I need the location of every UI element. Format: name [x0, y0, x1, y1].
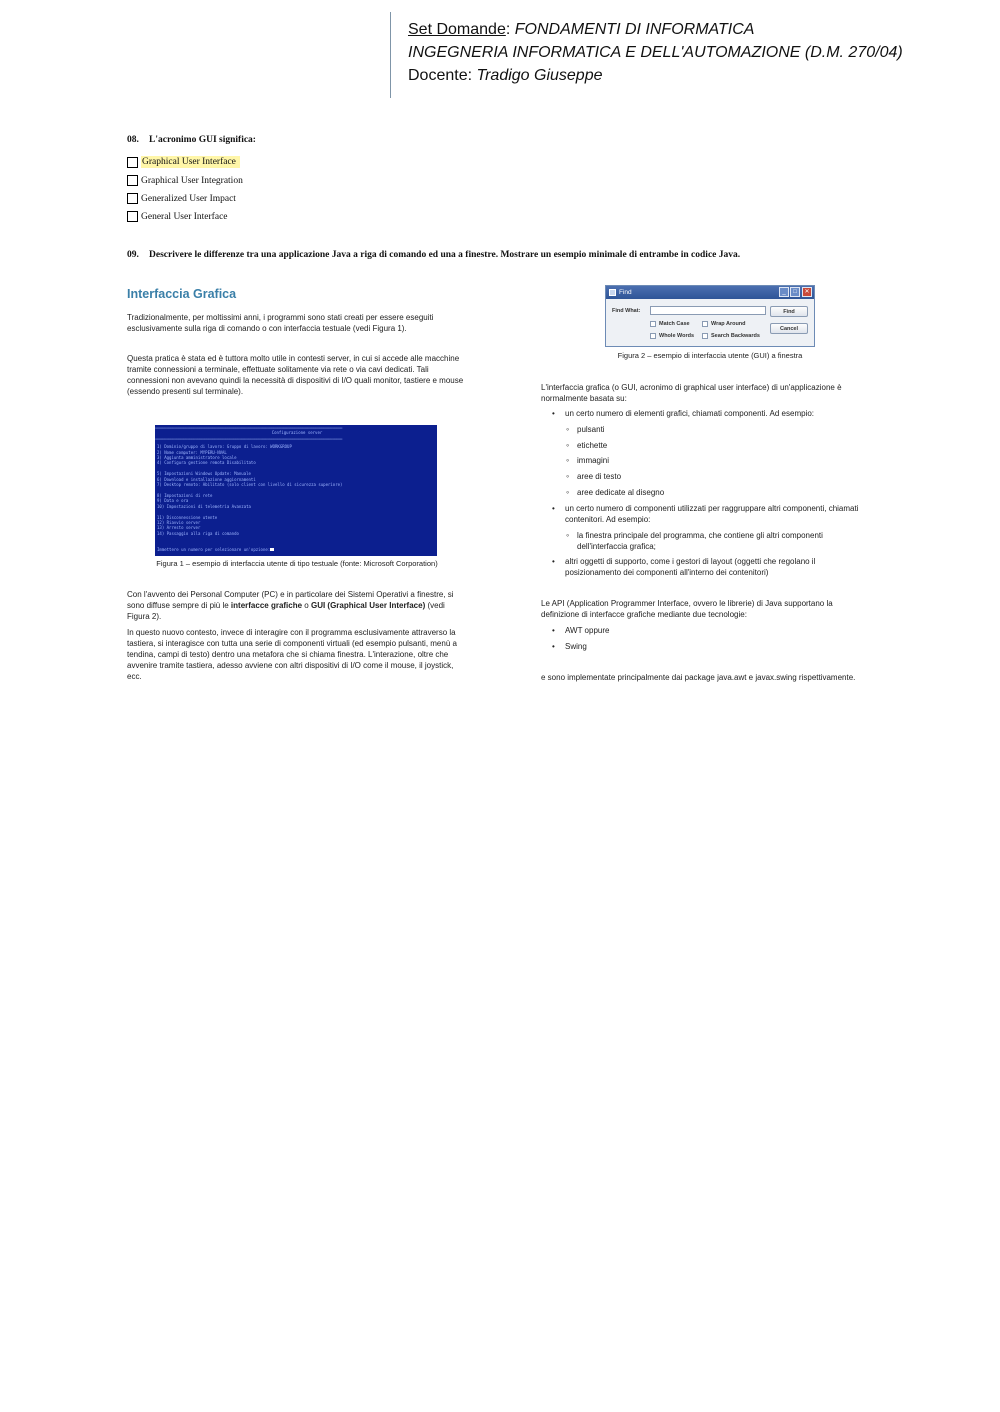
- list-item: • Swing: [541, 641, 871, 652]
- console-line: 1) Dominio/gruppo di lavoro: Gruppo di lavoro: WORKGROUP: [157, 444, 292, 450]
- containers-list: [541, 503, 876, 530]
- checkbox[interactable]: [127, 157, 138, 168]
- paragraph-2: Questa pratica è stata ed è tuttora molto utile in contesti server, in cui si accede alle macchine tramite connessioni a terminale, effettuate solitamente via rete o via cavi dedicati. Tali connessioni non avevano quindi la necessità di dispositivi di I/O quali monitor, tastiere e mouse (essendo presenti sul terminale).: [127, 354, 464, 396]
- answer-option-3[interactable]: [127, 193, 236, 204]
- list-item: ◦ aree di testo: [541, 471, 876, 482]
- question-09: [127, 250, 740, 260]
- list-item: ◦ la finestra principale del programma, che contiene gli altri componenti dell'interfaccia grafica;: [541, 530, 841, 552]
- console-border: ==================================================================================================: [155, 425, 343, 430]
- cursor-icon: [270, 548, 274, 551]
- document-header: [408, 18, 903, 87]
- option-label: Generalized User Impact: [141, 193, 236, 204]
- console-line: 11) Disconnessione utente: [157, 514, 218, 520]
- console-line: 9) Data e ora: [157, 498, 189, 504]
- paragraph-1: Tradizionalmente, per moltissimi anni, i programmi sono stati creati per essere eseguiti esclusivamente sulla riga di comando o con interfaccia testuale (vedi Figura 1).: [127, 313, 434, 333]
- teacher-name: Tradigo Giuseppe: [476, 67, 603, 84]
- question-number: 08.: [127, 135, 139, 145]
- find-what-label: Find What:: [612, 308, 641, 314]
- list-item: • altri oggetti di supporto, come i gestori di layout (oggetti che regolano il posizionamento dei componenti all'interno dei contenitori): [541, 556, 851, 578]
- cancel-button: Cancel: [770, 323, 808, 334]
- close-icon: ✕: [802, 287, 812, 297]
- find-dialog-titlebar: [606, 286, 814, 299]
- find-dialog-figure: [605, 285, 815, 347]
- whole-words-checkbox: Whole Words: [650, 333, 694, 339]
- answer-option-4[interactable]: [127, 211, 228, 222]
- checkbox[interactable]: [127, 211, 138, 222]
- figure-1-caption: Figura 1 – esempio di interfaccia utente di tipo testuale (fonte: Microsoft Corporation): [156, 559, 438, 568]
- console-line: 2) Nome computer: MYPERU-NVAL: [157, 449, 227, 455]
- console-line: 6) Download e installazione aggiornamenti: [157, 476, 256, 482]
- wrap-around-checkbox: Wrap Around: [702, 321, 746, 327]
- checkbox[interactable]: [127, 175, 138, 186]
- option-label: Graphical User Interface: [141, 156, 240, 168]
- question-number: 09.: [127, 250, 139, 260]
- components-sublist: [541, 424, 876, 502]
- technologies-list: [541, 625, 871, 656]
- paragraph-6: Le API (Application Programmer Interface, ovvero le librerie) di Java supportano la definizione di interfacce grafiche mediante due tecnologie:: [541, 599, 833, 619]
- figure-2-caption: Figura 2 – esempio di interfaccia utente (GUI) a finestra: [617, 351, 803, 360]
- set-label: Set Domande: [408, 21, 506, 38]
- search-backwards-checkbox: Search Backwards: [702, 333, 760, 339]
- match-case-checkbox: Match Case: [650, 321, 690, 327]
- minimize-icon: _: [779, 287, 789, 297]
- support-list: [541, 556, 851, 583]
- header-divider: [390, 12, 391, 98]
- console-line: 4) Configura gestione remota Disabilitato: [157, 460, 256, 466]
- console-line: 13) Arresto server: [157, 525, 201, 531]
- list-item: ◦ pulsanti: [541, 424, 876, 435]
- console-line: 14) Passaggio alla riga di comando: [157, 530, 239, 536]
- option-label: Graphical User Integration: [141, 175, 243, 186]
- console-line: 12) Riavvio server: [157, 519, 201, 525]
- paragraph-4: In questo nuovo contesto, invece di interagire con il programma esclusivamente attraverso la tastiera, si interagisce con tutta una serie di componenti virtuali (ed esempio pulsanti, menù a tendina, campi di testo) dentro una metafora che si chiama finestra. L'interazione, oltre che avvenire tramite tastiera, adesso avviene con altri dispositivi di I/O come il mouse, il joystick, ecc.: [127, 628, 457, 681]
- paragraph-3: Con l'avvento dei Personal Computer (PC) e in particolare dei Sistemi Operativi a finestre, si sono diffuse sempre di più le interfacce grafiche o GUI (Graphical User Interface) (vedi Figura 2).: [127, 590, 454, 621]
- find-what-input: [650, 306, 766, 315]
- paragraph-5: L'interfaccia grafica (o GUI, acronimo di graphical user interface) di un'applicazione è normalmente basata su:: [541, 383, 842, 403]
- console-line: 7) Desktop remoto: Abilitato (solo client con livello di sicurezza superiore): [157, 482, 343, 488]
- list-item: ◦ aree dedicate al disegno: [541, 487, 876, 498]
- console-line: 3) Aggiunta amministratore locale: [157, 455, 237, 461]
- console-line: 8) Impostazioni di rete: [157, 492, 213, 498]
- course-title: FONDAMENTI DI INFORMATICA: [514, 21, 755, 38]
- paragraph-7: e sono implementate principalmente dai package java.awt e javax.swing rispettivamente.: [541, 673, 856, 682]
- question-text: Descrivere le differenze tra una applicazione Java a riga di comando ed una a finestre. Mostrare un esempio minimale di entrambe in codice Java.: [149, 250, 741, 260]
- maximize-icon: □: [790, 287, 800, 297]
- section-title: Interfaccia Grafica: [127, 287, 237, 301]
- containers-sublist: [541, 530, 841, 557]
- console-lines: [155, 444, 437, 552]
- console-heading: Configurazione server: [271, 430, 323, 436]
- list-item: ◦ etichette: [541, 440, 876, 451]
- list-item: • un certo numero di elementi grafici, chiamati componenti. Ad esempio:: [541, 408, 876, 419]
- console-line: 10) Impostazioni di telemetria Avanzata: [157, 503, 251, 509]
- find-button: Find: [770, 306, 808, 317]
- console-line: 5) Impostazioni Windows Update: Manuale: [157, 471, 251, 477]
- checkbox[interactable]: [127, 193, 138, 204]
- program-title: INGEGNERIA INFORMATICA E DELL'AUTOMAZIONE (D.M. 270/04): [408, 44, 903, 61]
- question-text: L'acronimo GUI significa:: [149, 135, 256, 145]
- set-colon: :: [505, 21, 511, 38]
- list-item: • un certo numero di componenti utilizzati per raggruppare altri componenti, chiamati contenitori. Ad esempio:: [541, 503, 876, 525]
- text-console-figure: [155, 425, 437, 556]
- question-08: [127, 135, 256, 145]
- console-line: Immettere un numero per selezionare un'opzione:: [155, 547, 437, 552]
- list-item: ◦ immagini: [541, 455, 876, 466]
- window-icon: [609, 289, 616, 296]
- find-dialog-title: Find: [619, 289, 632, 296]
- list-item: • AWT oppure: [541, 625, 871, 636]
- answer-option-2[interactable]: [127, 175, 243, 186]
- answer-option-1[interactable]: [127, 156, 240, 168]
- components-list: [541, 408, 876, 424]
- teacher-label: Docente:: [408, 67, 473, 84]
- console-border: ==================================================================================================: [155, 435, 343, 441]
- option-label: General User Interface: [141, 211, 228, 222]
